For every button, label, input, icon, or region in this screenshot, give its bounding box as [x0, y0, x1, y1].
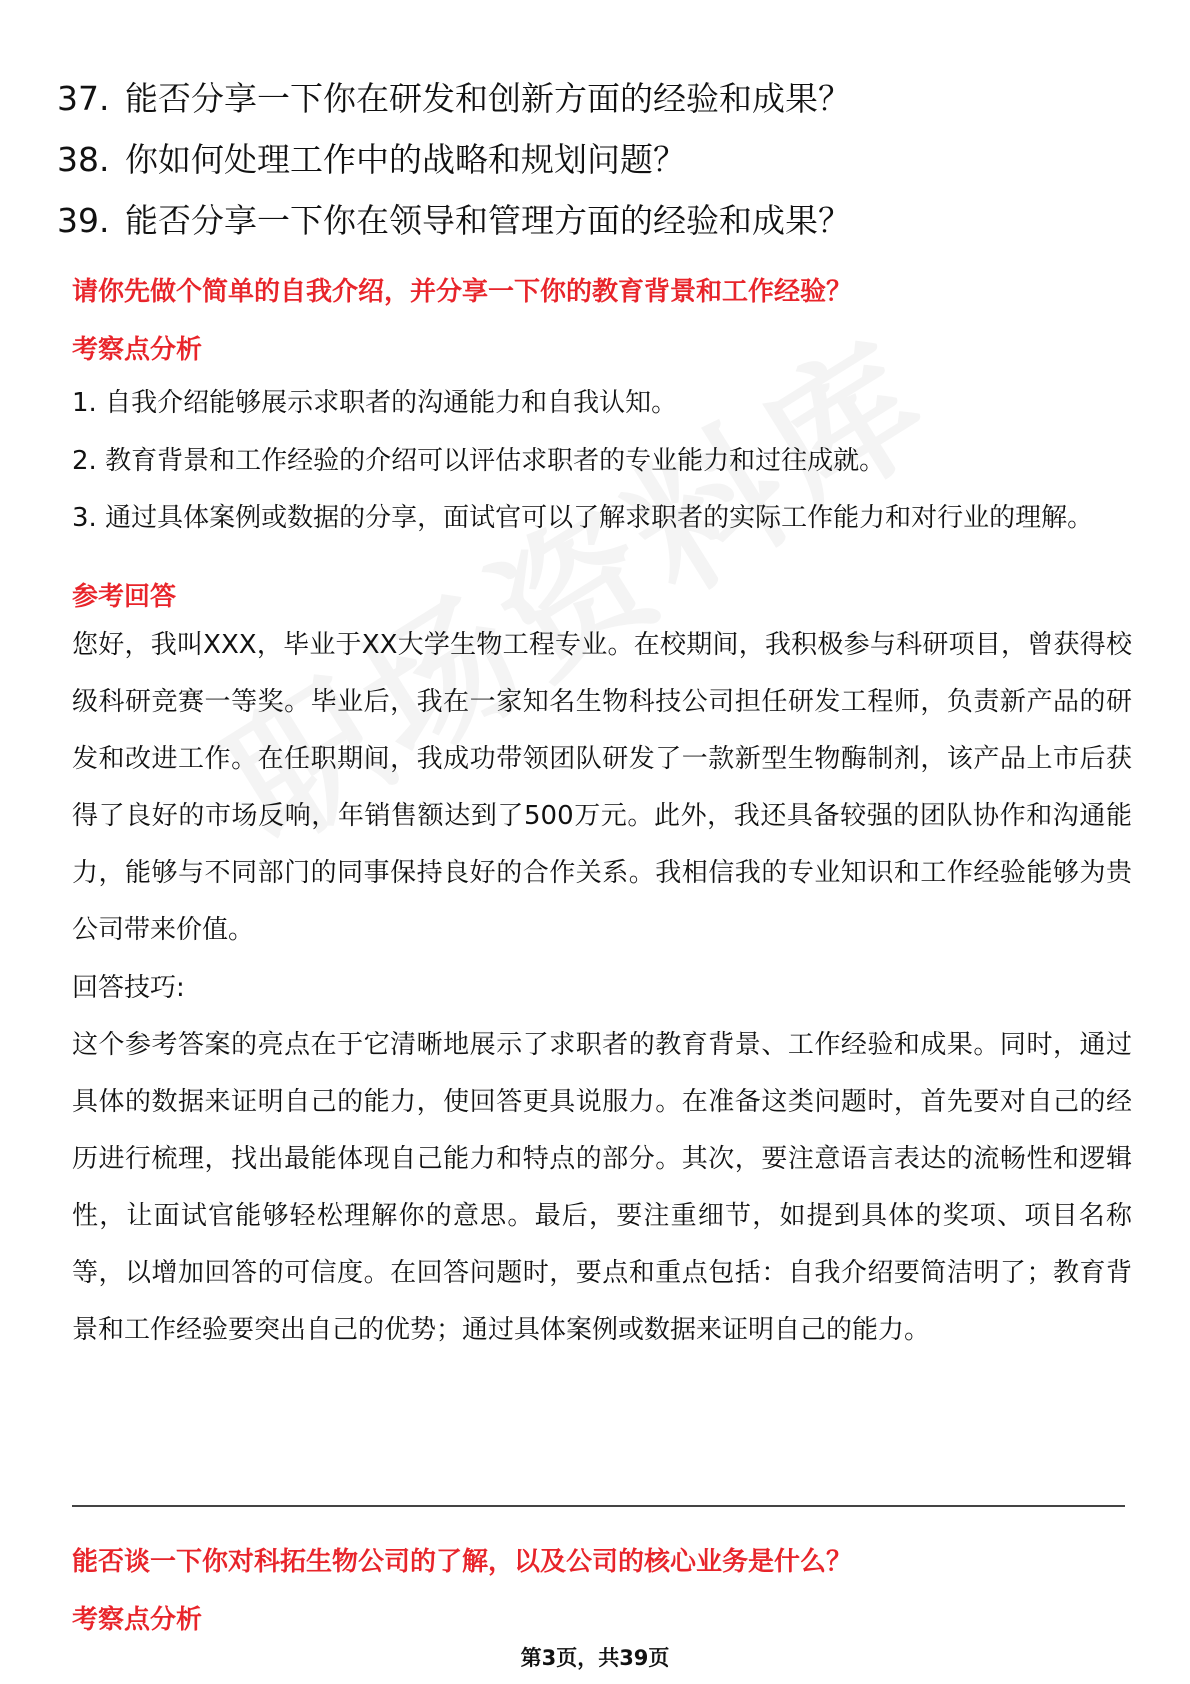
- question-text: 能否分享一下你在研发和创新方面的经验和成果？: [125, 79, 851, 118]
- analysis-point: 1. 自我介绍能够展示求职者的沟通能力和自我认知。: [72, 388, 678, 418]
- section-question: 请你先做个简单的自我介绍，并分享一下你的教育背景和工作经验？: [72, 277, 853, 307]
- section-self-intro: [72, 272, 1132, 1359]
- answer-heading: 参考回答: [72, 582, 177, 612]
- question-text: 你如何处理工作中的战略和规划问题？: [125, 140, 686, 179]
- analysis-point: 3. 通过具体案例或数据的分享，面试官可以了解求职者的实际工作能力和对行业的理解。: [72, 503, 1094, 533]
- analysis-heading: 考察点分析: [72, 1605, 203, 1635]
- question-list: [57, 68, 1137, 251]
- question-number: 38.: [57, 140, 110, 179]
- question-text: 能否分享一下你在领导和管理方面的经验和成果？: [125, 201, 851, 240]
- analysis-heading: 考察点分析: [72, 335, 203, 365]
- question-item: [57, 190, 1137, 251]
- tips-heading: 回答技巧:: [72, 973, 185, 1003]
- analysis-list: [72, 374, 1132, 547]
- section-company: [72, 1542, 1132, 1640]
- question-item: [57, 68, 1137, 129]
- page-footer: 第3页，共39页: [520, 1646, 670, 1670]
- question-number: 37.: [57, 79, 110, 118]
- question-item: [57, 129, 1137, 190]
- section-divider: [72, 1505, 1125, 1507]
- analysis-point: 2. 教育背景和工作经验的介绍可以评估求职者的专业能力和过往成就。: [72, 446, 886, 476]
- answer-text: 您好，我叫XXX，毕业于XX大学生物工程专业。在校期间，我积极参与科研项目，曾获得校级科研竞赛一等奖。毕业后，我在一家知名生物科技公司担任研发工程师，负责新产品的研发和改进工作。在任职期间，我成功带领团队研发了一款新型生物酶制剂，该产品上市后获得了良好的市场反响，年销售额达到了500万元。此外，我还具备较强的团队协作和沟通能力，能够与不同部门的同事保持良好的合作关系。我相信我的专业知识和工作经验能够为贵公司带来价值。: [72, 630, 1132, 945]
- section-question: 能否谈一下你对科拓生物公司的了解，以及公司的核心业务是什么？: [72, 1547, 853, 1577]
- tips-text: 这个参考答案的亮点在于它清晰地展示了求职者的教育背景、工作经验和成果。同时，通过具体的数据来证明自己的能力，使回答更具说服力。在准备这类问题时，首先要对自己的经历进行梳理，找出最能体现自己能力和特点的部分。其次，要注意语言表达的流畅性和逻辑性，让面试官能够轻松理解你的意思。最后，要注重细节，如提到具体的奖项、项目名称等，以增加回答的可信度。在回答问题时，要点和重点包括：自我介绍要简洁明了；教育背景和工作经验要突出自己的优势；通过具体案例或数据来证明自己的能力。: [72, 1030, 1132, 1345]
- question-number: 39.: [57, 201, 110, 240]
